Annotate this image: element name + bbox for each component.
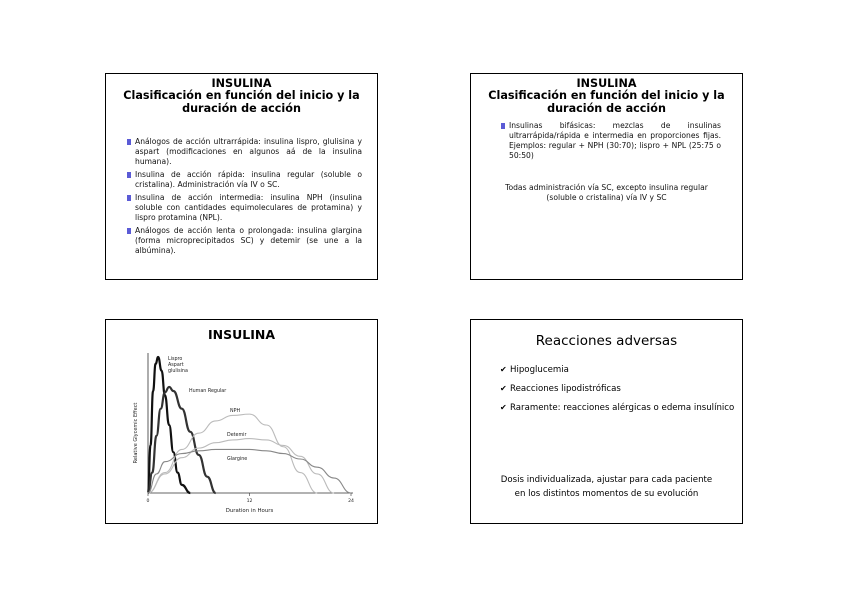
square-bullet-icon <box>501 123 505 129</box>
slide-2-title-line: Clasificación en función del inicio y la <box>488 89 725 103</box>
slide-1-title-line: INSULINA <box>211 77 272 90</box>
note-line: Todas administración vía SC, excepto insulina regular <box>505 183 708 193</box>
series-label: Human Regular <box>189 389 227 394</box>
slide-1 <box>105 73 378 280</box>
bullet-text: Insulina de acción rápida: insulina regular (soluble o cristalina). Administración vía IV o SC. <box>135 170 362 190</box>
slide-1-title-line: Clasificación en función del inicio y la <box>123 89 360 103</box>
check-icon: ✔ <box>500 384 507 394</box>
slide-2-title-line: INSULINA <box>576 77 637 90</box>
series-line <box>148 449 351 493</box>
list-item-text: Raramente: reacciones alérgicas o edema insulínico <box>510 403 735 414</box>
insulin-action-chart <box>106 320 377 523</box>
slide-1-bullet-list <box>135 137 362 256</box>
slide-2-title-line: duración de acción <box>547 101 666 115</box>
square-bullet-icon <box>127 172 131 178</box>
x-axis-label: Duration in Hours <box>225 508 274 514</box>
bullet-text: Insulinas bifásicas: mezclas de insulinas ultrarrápida/rápida e intermedia en proporciones fijas. Ejemplos: regular + NPH (30:70); lispro + NPL (25:75 o 50:50) <box>509 121 721 161</box>
slide-3 <box>105 319 378 524</box>
dosage-note-line: en los distintos momentos de su evolución <box>514 489 699 499</box>
bullet-item <box>135 137 362 167</box>
dosage-note <box>471 473 742 501</box>
list-item <box>500 365 742 375</box>
series-label: Aspart <box>168 363 184 368</box>
y-axis-label: Relative Glycemic Effect <box>133 402 139 464</box>
series-label: Lispro <box>168 357 183 362</box>
series-label: glulisina <box>168 369 188 374</box>
bullet-item <box>135 226 362 256</box>
square-bullet-icon <box>127 195 131 201</box>
slide-1-title-line: duración de acción <box>182 101 301 115</box>
series-label: Glargine <box>227 457 248 462</box>
slide-4 <box>470 319 743 524</box>
series-label: NPH <box>230 409 241 414</box>
bullet-item <box>509 121 721 161</box>
note-line: (soluble o cristalina) vía IV y SC <box>546 193 667 203</box>
adverse-reactions-list <box>500 365 742 413</box>
series-line <box>148 414 317 493</box>
list-item <box>500 403 742 413</box>
administration-note <box>501 183 712 203</box>
list-item-text: Reacciones lipodistróficas <box>510 384 621 395</box>
check-icon: ✔ <box>500 365 507 375</box>
bullet-item <box>135 193 362 223</box>
square-bullet-icon <box>127 139 131 145</box>
list-item <box>500 384 742 394</box>
slide-2-title <box>471 78 742 115</box>
series-label: Detemir <box>227 433 247 438</box>
bullet-item <box>135 170 362 190</box>
slide-1-title <box>106 78 377 115</box>
x-tick-label: 24 <box>348 499 354 504</box>
bullet-text: Análogos de acción lenta o prolongada: insulina glargina (forma microprecipitados SC) y detemir (se une a la albúmina). <box>135 226 362 256</box>
square-bullet-icon <box>127 228 131 234</box>
slide-2 <box>470 73 743 280</box>
series-line <box>148 387 216 493</box>
bullet-text: Insulina de acción intermedia: insulina NPH (insulina soluble con cantidades equimoleculares de protamina) y lispro protamina (NPL). <box>135 193 362 223</box>
bullet-text: Análogos de acción ultrarrápida: insulina lispro, glulisina y aspart (modificaciones en algunos aá de la insulina humana). <box>135 137 362 167</box>
x-tick-label: 12 <box>246 499 253 504</box>
dosage-note-line: Dosis individualizada, ajustar para cada paciente <box>500 475 713 485</box>
x-tick-label: 0 <box>146 499 150 504</box>
slide-2-bullet-list <box>509 121 721 161</box>
slide-4-title: Reacciones adversas <box>535 333 678 349</box>
slide-3-title: INSULINA <box>207 327 276 342</box>
list-item-text: Hipoglucemia <box>510 365 569 376</box>
check-icon: ✔ <box>500 403 507 413</box>
